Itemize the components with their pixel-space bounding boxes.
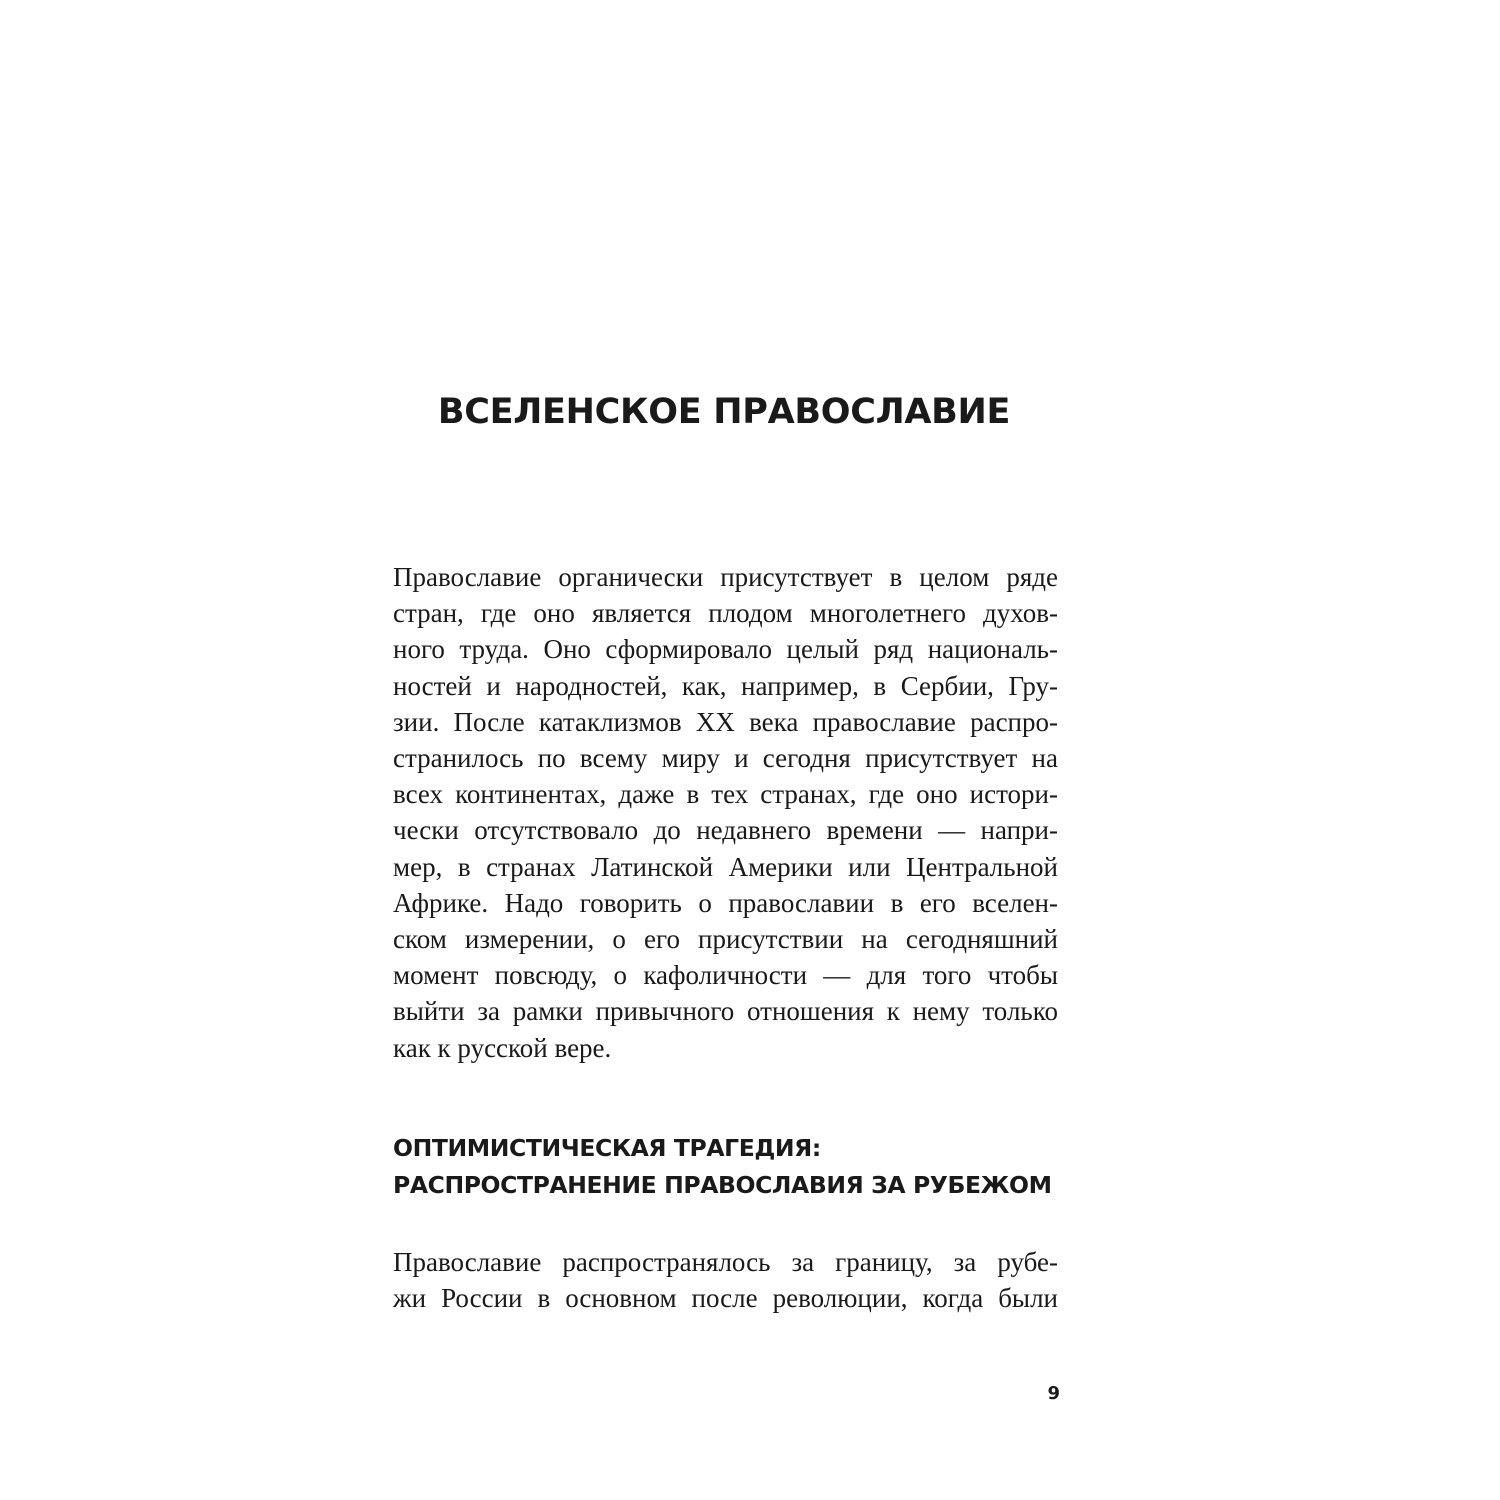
text-line: Православие распространялось за границу, за рубе- — [393, 1247, 1058, 1277]
section-heading-line: РАСПРОСТРАНЕНИЕ ПРАВОСЛАВИЯ ЗА РУБЕЖОМ — [393, 1171, 1052, 1199]
section-heading-line: ОПТИМИСТИЧЕСКАЯ ТРАГЕДИЯ: — [393, 1134, 821, 1162]
text-line: ного труда. Оно сформировало целый ряд националь- — [393, 634, 1058, 665]
text-line: как к русской вере. — [393, 1032, 612, 1063]
section-heading — [393, 1130, 1093, 1204]
text-line: жи России в основном после революции, когда были — [393, 1283, 1058, 1314]
page-number: 9 — [1047, 1383, 1060, 1404]
text-line: мер, в странах Латинской Америки или Центральной — [393, 851, 1058, 882]
text-line: ностей и народностей, как, например, в Сербии, Гру- — [393, 670, 1058, 701]
text-line: стран, где оно является плодом многолетнего духов- — [393, 598, 1058, 629]
body-paragraph-1 — [393, 559, 1058, 1066]
text-line: Африке. Надо говорить о православии в его вселен- — [393, 887, 1058, 918]
body-paragraph-2 — [393, 1244, 1058, 1316]
text-line: зии. После катаклизмов XX века православие распро- — [393, 706, 1058, 737]
text-line: странилось по всему миру и сегодня присутствует на — [393, 743, 1058, 774]
text-line: ском измерении, о его присутствии на сегодняшний — [393, 924, 1058, 955]
text-line: всех континентах, даже в тех странах, где оно истори- — [393, 779, 1058, 810]
chapter-title: ВСЕЛЕНСКОЕ ПРАВОСЛАВИЕ — [437, 392, 1011, 432]
text-line: выйти за рамки привычного отношения к нему только — [393, 996, 1058, 1027]
text-line: момент повсюду, о кафоличности — для того чтобы — [393, 960, 1058, 991]
text-line: Православие органически присутствует в целом ряде — [393, 562, 1058, 592]
text-line: чески отсутствовало до недавнего времени — напри- — [393, 815, 1058, 846]
